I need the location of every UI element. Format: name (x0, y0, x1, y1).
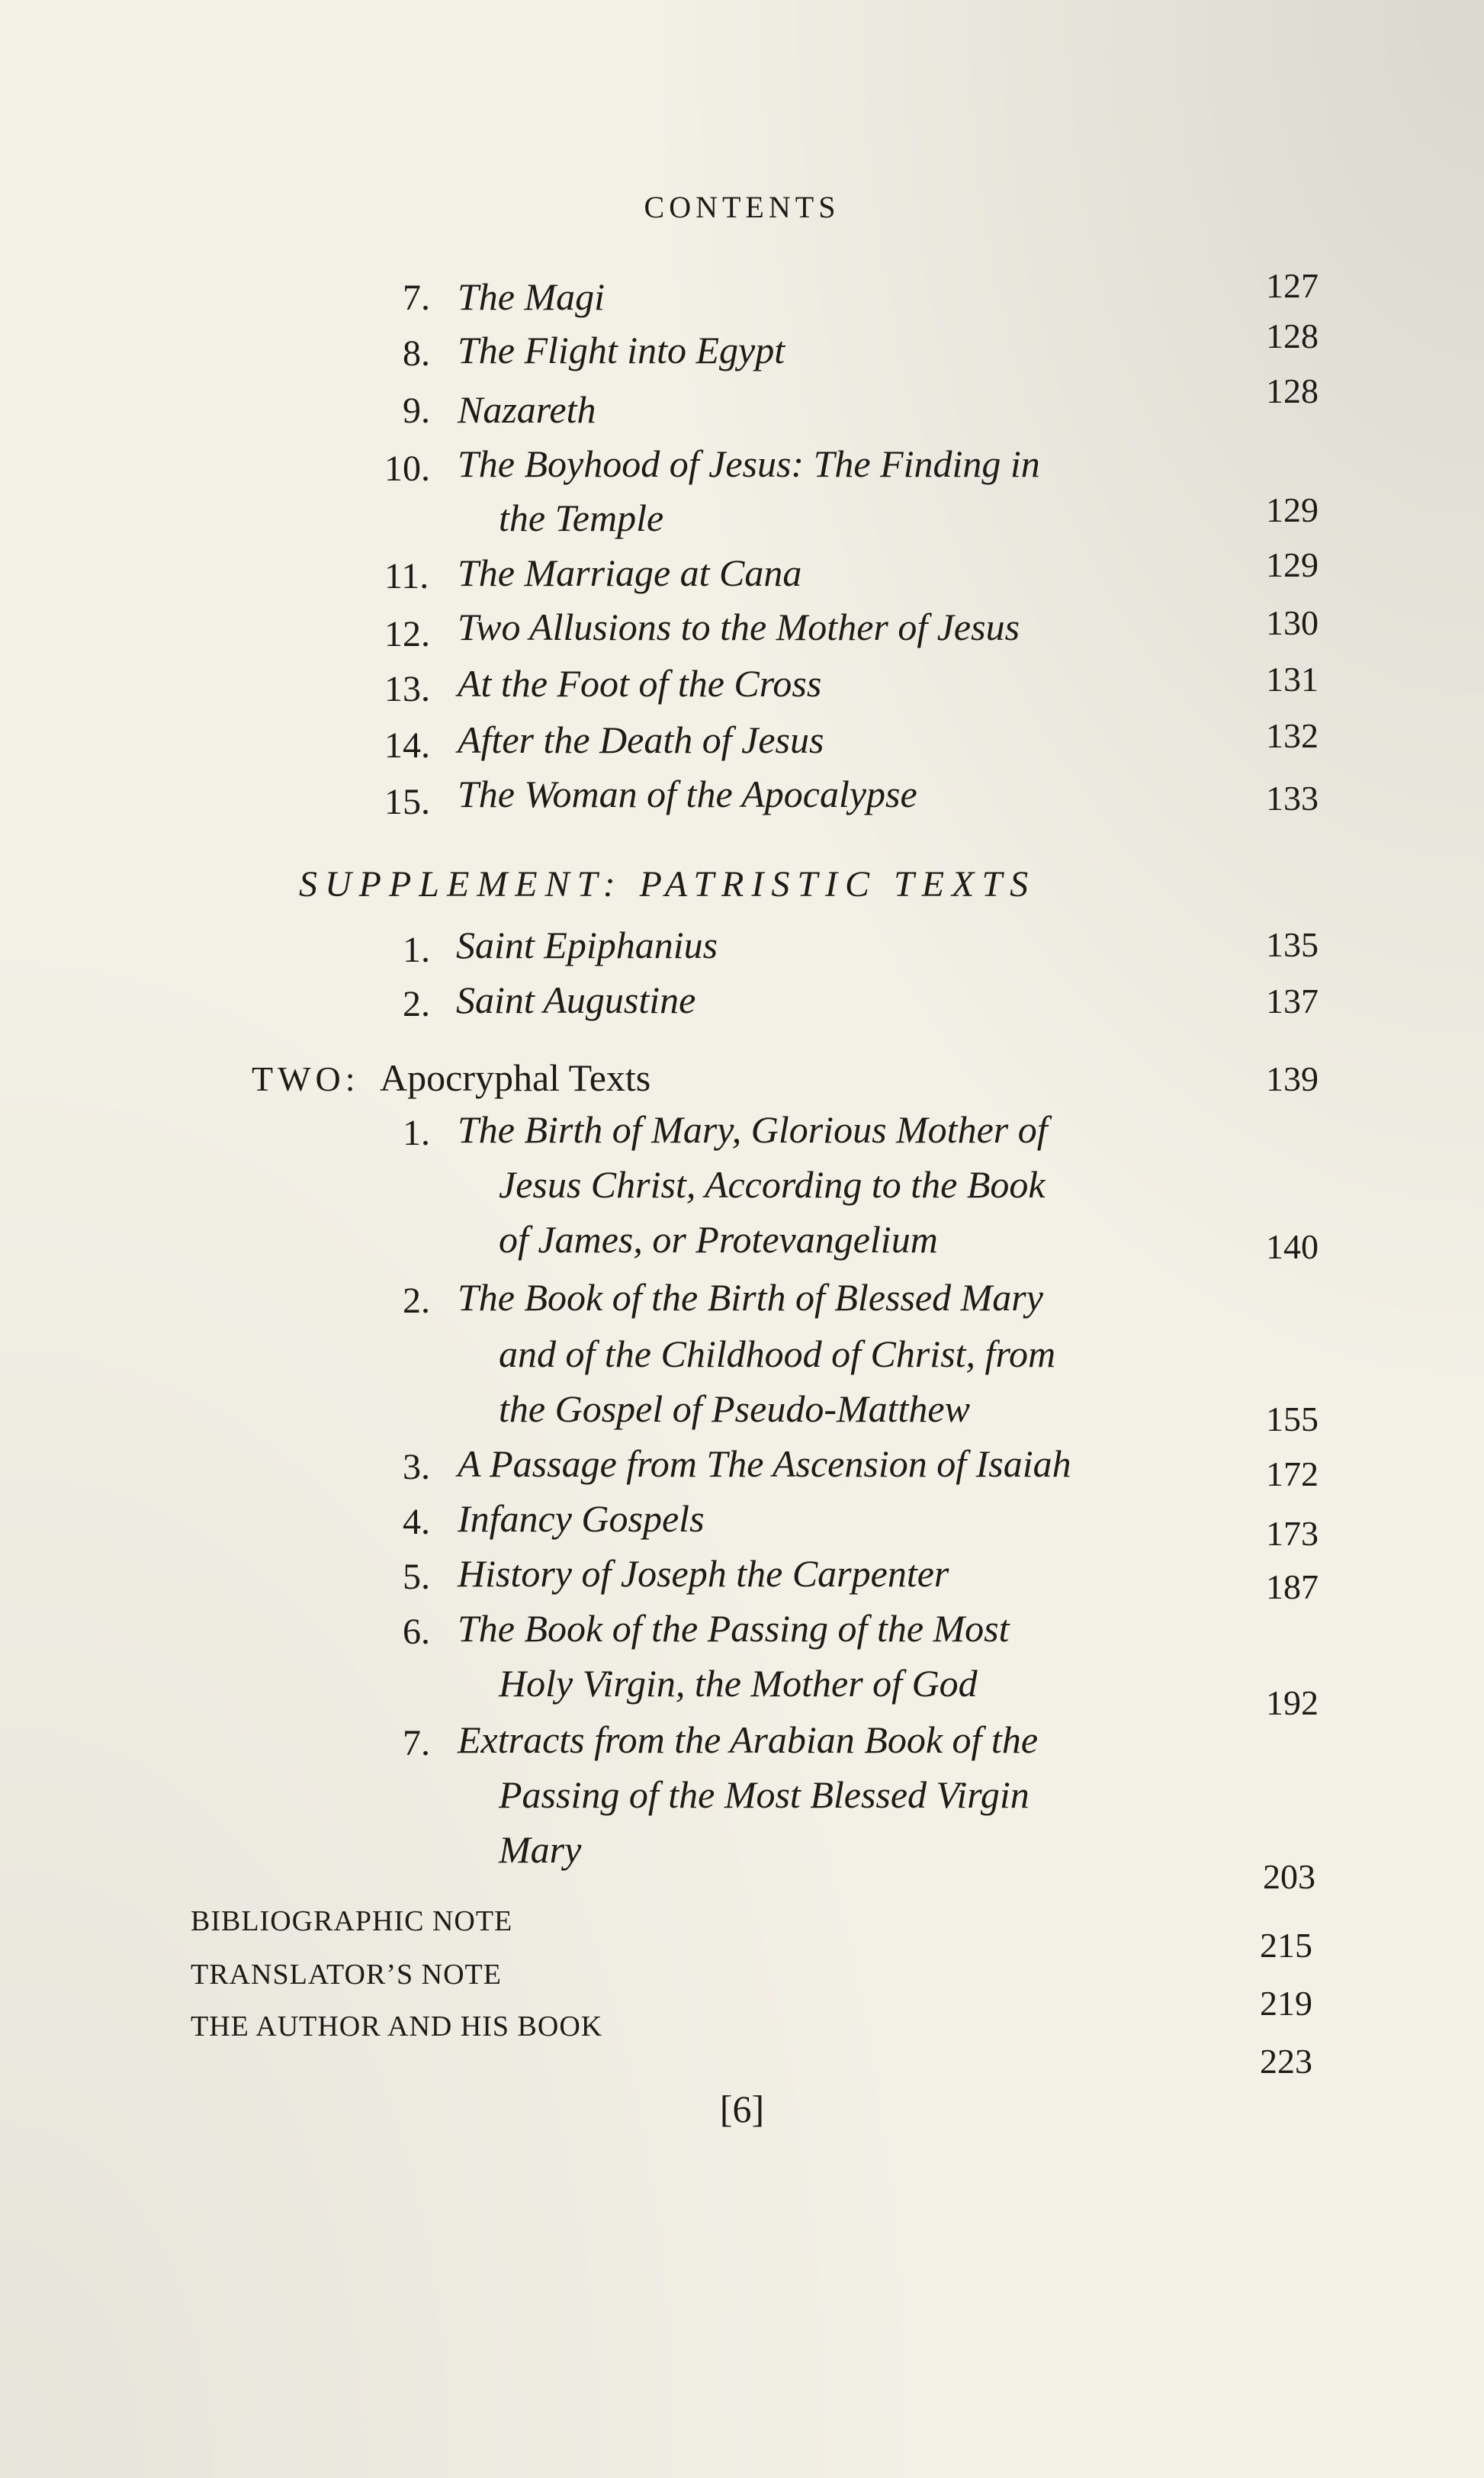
entry-page: 129 (1266, 545, 1319, 584)
entry-title: Saint Epiphanius (456, 924, 718, 966)
entry-title: The Flight into Egypt (458, 329, 785, 371)
entry-title-continued: the Temple (499, 497, 664, 539)
entry-title: Two Allusions to the Mother of Jesus (458, 606, 1020, 648)
entry-page: 130 (1266, 603, 1319, 642)
entry-page: 140 (1266, 1227, 1319, 1266)
entry-number: 2. (403, 984, 430, 1024)
page-number: [6] (719, 2087, 765, 2130)
entry-title-continued: Passing of the Most Blessed Virgin (499, 1773, 1029, 1816)
entry-page: 127 (1266, 266, 1319, 305)
part-page: 139 (1266, 1059, 1319, 1098)
entry-title: The Marriage at Cana (458, 551, 802, 594)
entry-page: 129 (1266, 490, 1319, 529)
entry-page: 155 (1266, 1400, 1319, 1438)
entry-title: The Magi (458, 275, 605, 318)
entry-number: 1. (403, 930, 430, 970)
entry-page: 128 (1266, 317, 1319, 355)
entry-number: 10. (384, 448, 430, 489)
entry-number: 2. (403, 1281, 430, 1321)
entry-number: 7. (403, 278, 430, 318)
entry-title: Saint Augustine (456, 979, 696, 1021)
entry-number: 9. (403, 391, 430, 431)
entry-page: 131 (1266, 660, 1319, 699)
entry-title: The Woman of the Apocalypse (458, 773, 917, 815)
entry-title: The Book of the Birth of Blessed Mary (458, 1276, 1043, 1319)
entry-number: 13. (384, 669, 430, 709)
entry-number: 1. (403, 1113, 430, 1153)
part-heading (252, 1056, 651, 1099)
entry-title: Infancy Gospels (458, 1497, 705, 1540)
entry-page: 187 (1266, 1567, 1319, 1606)
entry-number: 3. (403, 1447, 430, 1487)
back-matter-page: 215 (1260, 1926, 1312, 1965)
entry-page: 135 (1266, 925, 1319, 964)
entry-number: 8. (403, 333, 430, 374)
entry-title: History of Joseph the Carpenter (458, 1552, 949, 1595)
back-matter-title: TRANSLATOR’S NOTE (191, 1959, 502, 1991)
entry-page: 133 (1266, 779, 1319, 818)
supplement-heading: SUPPLEMENT: PATRISTIC TEXTS (299, 864, 1036, 905)
entry-title: At the Foot of the Cross (458, 662, 822, 705)
entry-page: 137 (1266, 982, 1319, 1020)
entry-title: A Passage from The Ascension of Isaiah (458, 1442, 1071, 1485)
entry-title-continued: of James, or Protevangelium (499, 1218, 938, 1261)
entry-number: 4. (403, 1502, 430, 1542)
entry-title: Extracts from the Arabian Book of the (458, 1718, 1039, 1761)
entry-title-continued: Jesus Christ, According to the Book (499, 1163, 1046, 1206)
entry-page: 173 (1266, 1514, 1319, 1553)
running-header: CONTENTS (644, 190, 840, 224)
entry-title-continued: the Gospel of Pseudo-Matthew (499, 1387, 970, 1430)
entry-page: 172 (1266, 1454, 1319, 1493)
back-matter-title: THE AUTHOR AND HIS BOOK (191, 2010, 603, 2043)
back-matter-page: 223 (1260, 2042, 1312, 2081)
part-label: TWO: (252, 1059, 360, 1098)
entry-title: The Birth of Mary, Glorious Mother of (458, 1108, 1048, 1151)
entry-title: After the Death of Jesus (458, 718, 824, 761)
entry-number: 14. (384, 725, 430, 766)
entry-title: The Boyhood of Jesus: The Finding in (458, 442, 1040, 485)
entry-number: 15. (384, 782, 430, 822)
entry-number: 6. (403, 1612, 430, 1652)
entry-title: Nazareth (458, 388, 596, 431)
back-matter-title: BIBLIOGRAPHIC NOTE (191, 1905, 513, 1937)
part-title: Apocryphal Texts (380, 1056, 651, 1099)
entry-page: 192 (1266, 1683, 1319, 1722)
entry-number: 11. (384, 556, 429, 596)
entry-number: 5. (403, 1557, 430, 1597)
entry-page: 203 (1263, 1857, 1315, 1896)
entry-title: The Book of the Passing of the Most (458, 1607, 1010, 1650)
entry-title-continued: Mary (499, 1828, 582, 1871)
entry-number: 12. (384, 614, 430, 654)
entry-page: 128 (1266, 371, 1319, 410)
entry-number: 7. (403, 1723, 430, 1763)
back-matter-page: 219 (1260, 1984, 1312, 2023)
entry-title-continued: and of the Childhood of Christ, from (499, 1332, 1056, 1375)
entry-page: 132 (1266, 716, 1319, 755)
entry-title-continued: Holy Virgin, the Mother of God (499, 1662, 978, 1705)
